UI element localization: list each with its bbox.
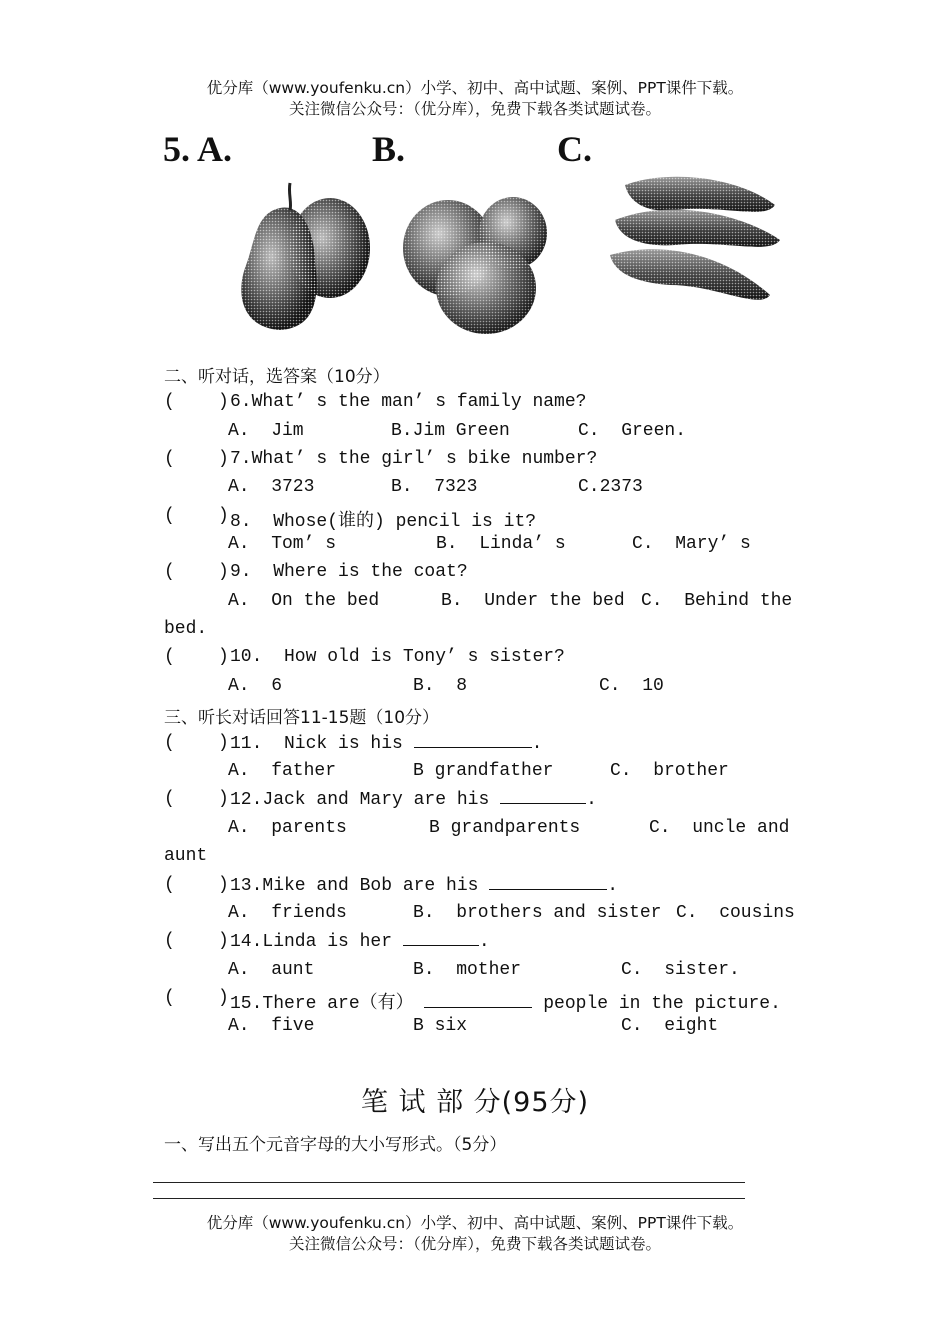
answer-line-1[interactable] (153, 1182, 745, 1183)
apples-image (398, 188, 550, 338)
q13-question (230, 875, 618, 896)
q14-option-c: C. sister. (621, 960, 740, 980)
q13-question-text: 13.Mike and Bob are his (230, 876, 479, 896)
q12-option-c-wrap: aunt (164, 846, 208, 866)
q15-option-c: C. eight (621, 1016, 719, 1036)
q9-option-c-wrap: bed. (164, 619, 208, 639)
q11-paren[interactable]: ( ) (164, 733, 229, 753)
q14-option-a: A. aunt (228, 960, 315, 980)
q6-paren[interactable]: ( ) (164, 392, 229, 412)
q14-question (230, 931, 490, 952)
q15-question-text: 15.There are（有） (230, 994, 414, 1014)
q11-question (230, 733, 542, 754)
q10-option-c: C. 10 (599, 676, 664, 696)
footer-line-2: 关注微信公众号：（优分库），免费下载各类试题试卷。 (288, 1235, 661, 1253)
q11-option-c: C. brother (610, 761, 729, 781)
q12-answer-blank[interactable] (500, 789, 586, 804)
q10-paren[interactable]: ( ) (164, 647, 229, 667)
q5-label-c: C. (557, 129, 592, 169)
header-line-2: 关注微信公众号：（优分库），免费下载各类试题试卷。 (288, 100, 661, 118)
q11-question-text: 11. Nick is his (230, 734, 403, 754)
q8-option-a: A. Tom’ s (228, 534, 337, 554)
q13-option-a: A. friends (228, 903, 347, 923)
q11-question-tail: . (531, 734, 543, 754)
q14-answer-blank[interactable] (403, 931, 479, 946)
q6-option-b: B.Jim Green (391, 421, 510, 441)
q6-question: 6.What’ s the man’ s family name? (230, 392, 587, 412)
q11-option-b: B grandfather (413, 761, 554, 781)
q7-option-b: B. 7323 (391, 477, 478, 497)
q14-option-b: B. mother (413, 960, 522, 980)
q13-option-b: B. brothers and sister (413, 903, 662, 923)
q9-question: 9. Where is the coat? (230, 562, 468, 582)
q15-option-b: B six (413, 1016, 468, 1036)
section3-title: 三、听长对话回答11-15题（10分） (164, 708, 440, 728)
q7-question: 7.What’ s the girl’ s bike number? (230, 449, 598, 469)
answer-line-2[interactable] (153, 1198, 745, 1199)
q14-paren[interactable]: ( ) (164, 931, 229, 951)
q12-question-text: 12.Jack and Mary are his (230, 790, 490, 810)
q5-label-a: 5. A. (163, 129, 233, 169)
q15-option-a: A. five (228, 1016, 315, 1036)
q11-option-a: A. father (228, 761, 337, 781)
q9-paren[interactable]: ( ) (164, 562, 229, 582)
q13-question-tail: . (607, 876, 619, 896)
q15-question-tail: people in the picture. (532, 994, 781, 1014)
q10-question: 10. How old is Tony’ s sister? (230, 647, 565, 667)
q5-label-b: B. (372, 129, 406, 169)
q7-option-a: A. 3723 (228, 477, 315, 497)
q9-option-c: C. Behind the (641, 591, 793, 611)
q6-option-a: A. Jim (228, 421, 304, 441)
footer-line-1: 优分库（www.youfenku.cn）小学、初中、高中试题、案例、PPT课件下载。 (206, 1214, 744, 1232)
q12-option-a: A. parents (228, 818, 347, 838)
q9-option-a: A. On the bed (228, 591, 380, 611)
q12-paren[interactable]: ( ) (164, 789, 229, 809)
q8-option-c: C. Mary’ s (632, 534, 751, 554)
q8-question: 8. Whose(谁的) pencil is it? (230, 512, 537, 532)
written-part-title: 笔 试 部 分(95分) (360, 1087, 590, 1118)
q12-option-b: B grandparents (429, 818, 581, 838)
q15-paren[interactable]: ( ) (164, 988, 229, 1008)
q6-option-c: C. Green. (578, 421, 687, 441)
section2-title: 二、听对话，选答案（10分） (164, 367, 390, 387)
q13-answer-blank[interactable] (489, 875, 607, 890)
written-q1: 一、写出五个元音字母的大小写形式。（5分） (164, 1135, 507, 1155)
q14-question-text: 14.Linda is her (230, 932, 393, 952)
q13-paren[interactable]: ( ) (164, 875, 229, 895)
q8-paren[interactable]: ( ) (164, 506, 229, 526)
q14-question-tail: . (478, 932, 490, 952)
q11-answer-blank[interactable] (414, 733, 532, 748)
q12-question (230, 789, 597, 810)
q15-answer-blank[interactable] (424, 993, 532, 1008)
q12-option-c: C. uncle and (649, 818, 790, 838)
q15-question (230, 988, 781, 1014)
q7-option-c: C.2373 (578, 477, 643, 497)
pears-image (220, 178, 380, 338)
header-line-1: 优分库（www.youfenku.cn）小学、初中、高中试题、案例、PPT课件下载。 (206, 79, 744, 97)
q9-option-b: B. Under the bed (441, 591, 625, 611)
q12-question-tail: . (586, 790, 597, 810)
q7-paren[interactable]: ( ) (164, 449, 229, 469)
q13-option-c: C. cousins (676, 903, 795, 923)
bananas-image (605, 165, 785, 325)
q8-option-b: B. Linda’ s (436, 534, 566, 554)
q10-option-b: B. 8 (413, 676, 468, 696)
q10-option-a: A. 6 (228, 676, 283, 696)
